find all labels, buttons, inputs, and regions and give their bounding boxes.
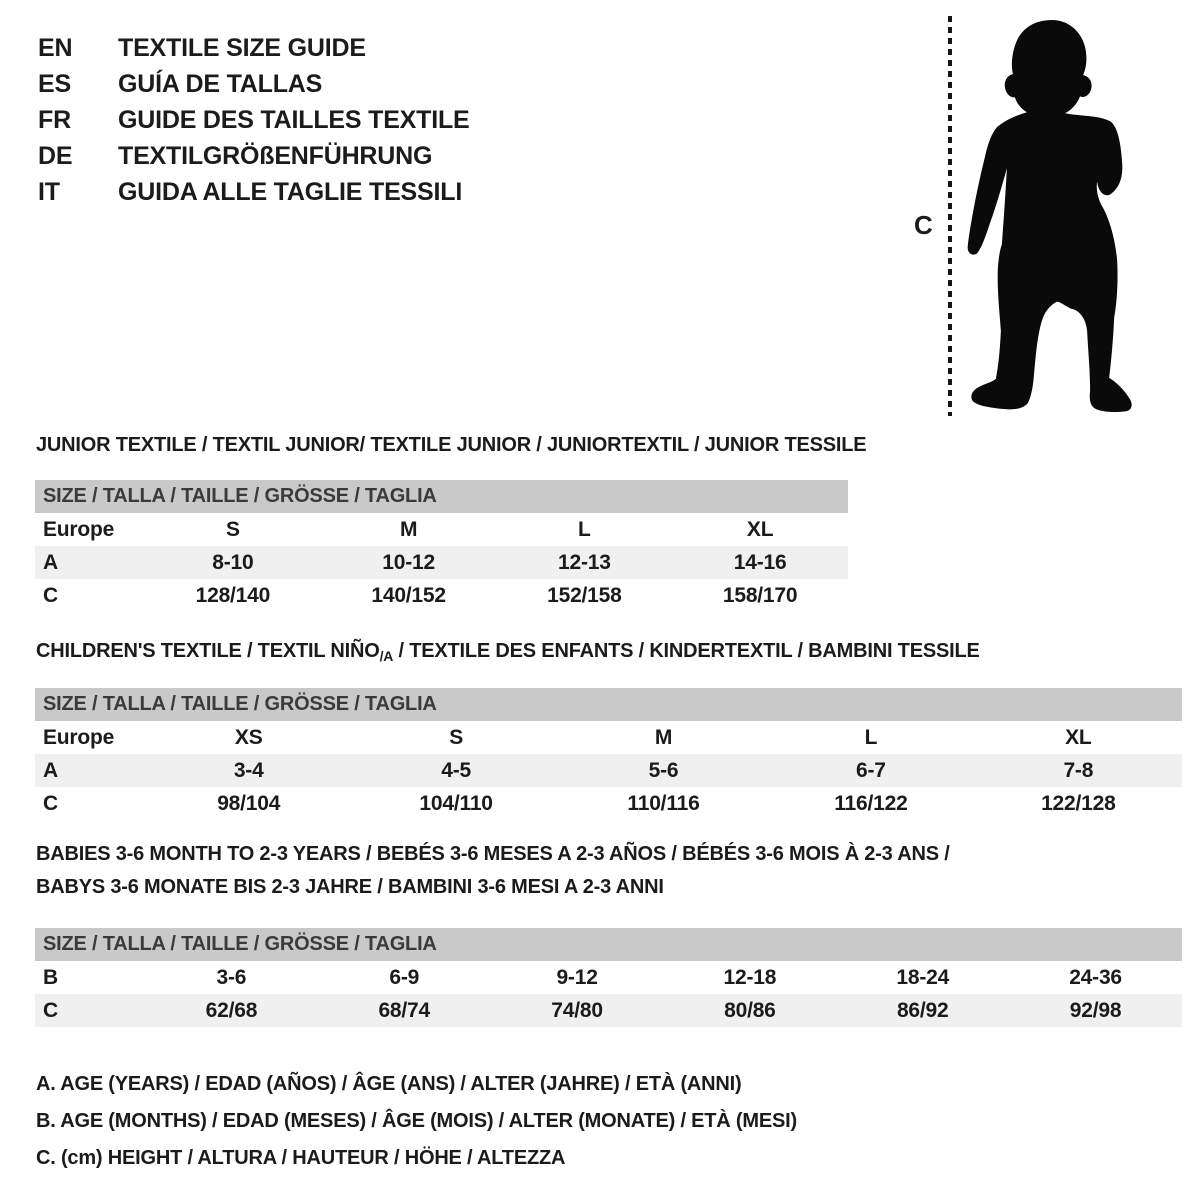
size-cell: 14-16 [733,550,787,574]
language-code: IT [38,177,60,206]
size-cell: S [225,517,240,541]
language-row [38,30,470,66]
language-row [38,102,470,138]
size-cell: 10-12 [382,550,435,574]
table-row-age [35,546,848,579]
size-cell: 140/152 [371,583,446,607]
row-label: B [43,965,58,989]
size-cell: 3-6 [216,965,247,989]
size-cell: 80/86 [724,998,776,1022]
size-cell: 6-9 [389,965,420,989]
size-cell: L [864,725,878,749]
size-cell: XL [746,517,774,541]
size-cell: 7-8 [1063,758,1094,782]
babies-section-title-line2: BABYS 3-6 MONATE BIS 2-3 JAHRE / BAMBINI 3-6 MESI A 2-3 ANNI [36,876,664,898]
children-section-title [36,640,980,664]
size-cell: S [449,725,464,749]
language-row [38,174,470,210]
height-measure-dashed-line [948,16,952,416]
size-header-bar: SIZE / TALLA / TAILLE / GRÖSSE / TAGLIA [35,688,1182,721]
table-row-height [35,787,1182,820]
children-size-table [35,688,1182,820]
row-label: Europe [43,517,115,541]
language-row [38,138,470,174]
size-cell: 4-5 [441,758,471,782]
table-row-months [35,961,1182,994]
size-header-bar: SIZE / TALLA / TAILLE / GRÖSSE / TAGLIA [35,480,848,513]
size-cell: 8-10 [212,550,254,574]
size-cell: 74/80 [551,998,603,1022]
size-cell: 86/92 [896,998,949,1022]
size-cell: 12-18 [723,965,777,989]
size-cell: M [654,725,673,749]
table-row-europe [35,513,848,546]
size-cell: L [578,517,591,541]
children-title-post: / TEXTILE DES ENFANTS / KINDERTEXTIL / BAMBINI TESSILE [393,640,980,662]
language-label: GUIDE DES TAILLES TEXTILE [118,105,470,134]
language-label: GUÍA DE TALLAS [118,69,323,98]
row-label: A [43,550,58,574]
size-cell: 122/128 [1041,791,1116,815]
size-cell: 152/158 [547,583,622,607]
size-cell: 18-24 [896,965,950,989]
language-code: FR [38,105,71,134]
height-measure-label: C [914,210,933,240]
language-code: EN [38,33,73,62]
row-label: Europe [43,725,115,749]
table-row-age [35,754,1182,787]
size-cell: 158/170 [722,583,798,607]
measure-legend [36,1066,797,1177]
size-cell: 104/110 [419,791,493,815]
legend-line-c: C. (cm) HEIGHT / ALTURA / HAUTEUR / HÖHE / ALTEZZA [36,1147,566,1169]
language-row [38,66,470,102]
legend-line-a: A. AGE (YEARS) / EDAD (AÑOS) / ÂGE (ANS) / ALTER (JAHRE) / ETÀ (ANNI) [36,1073,742,1095]
size-cell: 128/140 [195,583,271,607]
size-cell: 68/74 [378,998,431,1022]
language-code: DE [38,141,73,170]
size-cell: 5-6 [648,758,679,782]
size-cell: 9-12 [556,965,598,989]
size-cell: 12-13 [558,550,611,574]
language-label: GUIDA ALLE TAGLIE TESSILI [118,177,463,206]
language-label: TEXTILE SIZE GUIDE [118,33,366,62]
size-cell: 62/68 [205,998,258,1022]
row-label: C [43,998,58,1022]
size-header-bar: SIZE / TALLA / TAILLE / GRÖSSE / TAGLIA [35,928,1182,961]
children-title-pre: CHILDREN'S TEXTILE / TEXTIL NIÑO [36,640,380,662]
size-cell: 116/122 [834,791,908,815]
size-cell: 92/98 [1069,998,1122,1022]
size-cell: 3-4 [233,758,264,782]
size-cell: 6-7 [856,758,886,782]
legend-line-b: B. AGE (MONTHS) / EDAD (MESES) / ÂGE (MOIS) / ALTER (MONATE) / ETÀ (MESI) [36,1110,797,1132]
row-label: A [43,758,58,782]
junior-size-table [35,480,848,612]
table-row-height [35,579,848,612]
row-label: C [43,791,58,815]
table-row-height [35,994,1182,1027]
junior-section-title: JUNIOR TEXTILE / TEXTIL JUNIOR/ TEXTILE JUNIOR / JUNIORTEXTIL / JUNIOR TESSILE [36,434,867,456]
size-cell: 110/116 [627,791,700,815]
children-title-sub: /A [379,648,394,664]
size-cell: XS [234,725,263,749]
row-label: C [43,583,58,607]
language-code: ES [38,69,71,98]
size-cell: 24-36 [1069,965,1122,989]
language-list [38,30,470,210]
babies-section-title-line1: BABIES 3-6 MONTH TO 2-3 YEARS / BEBÉS 3-6 MESES A 2-3 AÑOS / BÉBÉS 3-6 MOIS À 2-3 ANS / [36,843,950,865]
size-cell: 98/104 [217,791,281,815]
table-row-europe [35,721,1182,754]
language-label: TEXTILGRÖßENFÜHRUNG [118,141,433,170]
toddler-silhouette-image [958,12,1140,418]
babies-size-table [35,928,1182,1027]
size-cell: XL [1065,725,1092,749]
size-cell: M [399,517,418,541]
